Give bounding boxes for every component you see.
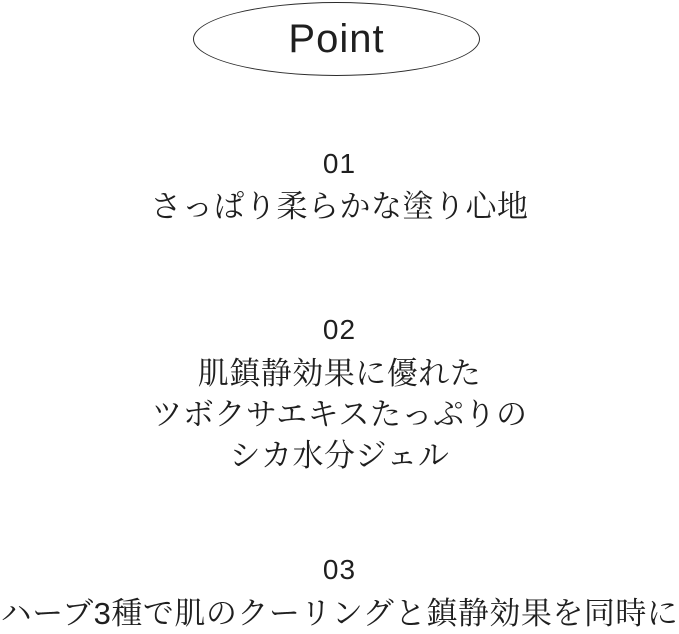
point-badge-ellipse — [193, 2, 480, 76]
section-01-number: 01 — [322, 148, 357, 179]
section-02-number: 02 — [322, 314, 357, 345]
point-title: Point — [288, 17, 385, 61]
section-02-text-line-3: シカ水分ジェル — [229, 438, 450, 473]
section-03-number: 03 — [322, 554, 357, 585]
section-01-text: さっぱり柔らかな塗り心地 — [150, 189, 529, 224]
section-02-text-line-2: ツボクサエキスたっぷりの — [151, 397, 528, 432]
section-03-text: ハーブ3種で肌のクーリングと鎮静効果を同時に — [0, 596, 679, 631]
section-02-text-line-1: 肌鎮静効果に優れた — [197, 356, 482, 391]
